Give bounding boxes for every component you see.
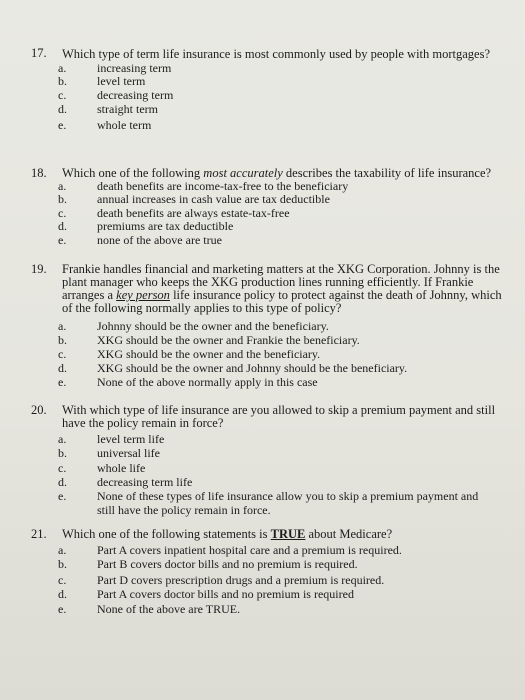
option-text-continued: still have the policy remain in force. [97, 503, 271, 517]
option-d[interactable] [0, 103, 525, 116]
option-letter: a. [58, 319, 67, 333]
option-text: None of the above normally apply in this case [97, 375, 318, 389]
option-letter: e. [58, 118, 67, 132]
option-letter: b. [58, 557, 67, 571]
question-line: of the following normally applies to this type of policy? [62, 301, 342, 315]
option-b[interactable] [0, 334, 525, 347]
option-text: whole life [97, 461, 146, 475]
option-letter: b. [58, 333, 67, 347]
option-c[interactable] [0, 89, 525, 102]
question-line: have the policy remain in force? [62, 416, 224, 430]
option-a[interactable] [0, 544, 525, 557]
option-text: Part A covers doctor bills and no premium is required [97, 587, 354, 601]
option-letter: c. [58, 573, 67, 587]
question-text: Which type of term life insurance is most commonly used by people with mortgages? [62, 47, 491, 61]
option-text: increasing term [97, 61, 172, 75]
question-number: 21. [31, 527, 47, 541]
option-text: none of the above are true [97, 233, 222, 247]
option-letter: a. [58, 543, 67, 557]
option-text: None of these types of life insurance allow you to skip a premium payment and [97, 489, 479, 503]
option-e[interactable] [0, 376, 525, 389]
option-letter: c. [58, 461, 67, 475]
option-e[interactable] [0, 119, 525, 132]
option-e[interactable] [0, 234, 525, 247]
question-text-part: life insurance policy to protect against the death of Johnny, which [169, 288, 502, 302]
option-letter: c. [58, 347, 67, 361]
option-text: level term [97, 74, 146, 88]
option-letter: c. [58, 206, 67, 220]
option-text: Part D covers prescription drugs and a premium is required. [97, 573, 385, 587]
option-text: universal life [97, 446, 160, 460]
option-c[interactable] [0, 348, 525, 361]
key-term-text: key person [116, 288, 170, 302]
option-letter: c. [58, 88, 67, 102]
option-d[interactable] [0, 476, 525, 489]
option-text: XKG should be the owner and Johnny should be the beneficiary. [97, 361, 408, 375]
question-text [62, 404, 507, 430]
question-number: 19. [31, 262, 47, 276]
option-b[interactable] [0, 75, 525, 88]
option-c[interactable] [0, 574, 525, 587]
option-a[interactable] [0, 433, 525, 446]
option-text: premiums are tax deductible [97, 219, 234, 233]
option-letter: a. [58, 61, 67, 75]
option-letter: d. [58, 587, 67, 601]
option-letter: e. [58, 489, 67, 503]
option-text: Johnny should be the owner and the beneficiary. [97, 319, 329, 333]
question-text-part: about Medicare? [305, 527, 393, 541]
option-text: decreasing term life [97, 475, 193, 489]
option-letter: e. [58, 602, 67, 616]
option-text: whole term [97, 118, 152, 132]
question-text-part: Which one of the following statements is [62, 527, 271, 541]
question-line: Frankie handles financial and marketing matters at the XKG Corporation. Johnny is the [62, 262, 500, 276]
option-letter: a. [58, 432, 67, 446]
question-line: With which type of life insurance are you allowed to skip a premium payment and still [62, 403, 496, 417]
option-text: annual increases in cash value are tax deductible [97, 192, 330, 206]
emphasis-text: most accurately [203, 166, 283, 180]
question-text-part: describes the taxability of life insurance? [282, 166, 492, 180]
option-e[interactable] [0, 490, 525, 517]
question-text-part: Which one of the following [62, 166, 204, 180]
option-letter: d. [58, 219, 67, 233]
option-text: XKG should be the owner and Frankie the beneficiary. [97, 333, 360, 347]
option-b[interactable] [0, 193, 525, 206]
option-d[interactable] [0, 588, 525, 601]
emphasis-text: TRUE [270, 527, 306, 541]
option-letter: d. [58, 475, 67, 489]
question-text [62, 528, 507, 541]
option-letter: e. [58, 375, 67, 389]
option-letter: a. [58, 179, 67, 193]
option-text: straight term [97, 102, 158, 116]
option-text: level term life [97, 432, 165, 446]
option-text: Part A covers inpatient hospital care and a premium is required. [97, 543, 402, 557]
question-number: 20. [31, 403, 47, 417]
option-text: XKG should be the owner and the beneficiary. [97, 347, 321, 361]
option-c[interactable] [0, 462, 525, 475]
option-e[interactable] [0, 603, 525, 616]
option-letter: b. [58, 446, 67, 460]
option-letter: b. [58, 74, 67, 88]
option-text: None of the above are TRUE. [97, 602, 241, 616]
question-line: plant manager who keeps the XKG production lines running efficiently. If Frankie [62, 275, 474, 289]
option-b[interactable] [0, 447, 525, 460]
option-text: death benefits are income-tax-free to the beneficiary [97, 179, 349, 193]
option-text: Part B covers doctor bills and no premium is required. [97, 557, 358, 571]
option-d[interactable] [0, 220, 525, 233]
question-number: 17. [31, 46, 47, 60]
option-d[interactable] [0, 362, 525, 375]
question-text-part: arranges a [62, 288, 117, 302]
option-letter: d. [58, 361, 67, 375]
question-text [62, 263, 507, 315]
option-a[interactable] [0, 62, 525, 75]
option-letter: d. [58, 102, 67, 116]
option-letter: b. [58, 192, 67, 206]
option-c[interactable] [0, 207, 525, 220]
option-text: death benefits are always estate-tax-free [97, 206, 290, 220]
question-number: 18. [31, 166, 47, 180]
option-b[interactable] [0, 558, 525, 571]
option-text: decreasing term [97, 88, 174, 102]
option-letter: e. [58, 233, 67, 247]
option-a[interactable] [0, 320, 525, 333]
